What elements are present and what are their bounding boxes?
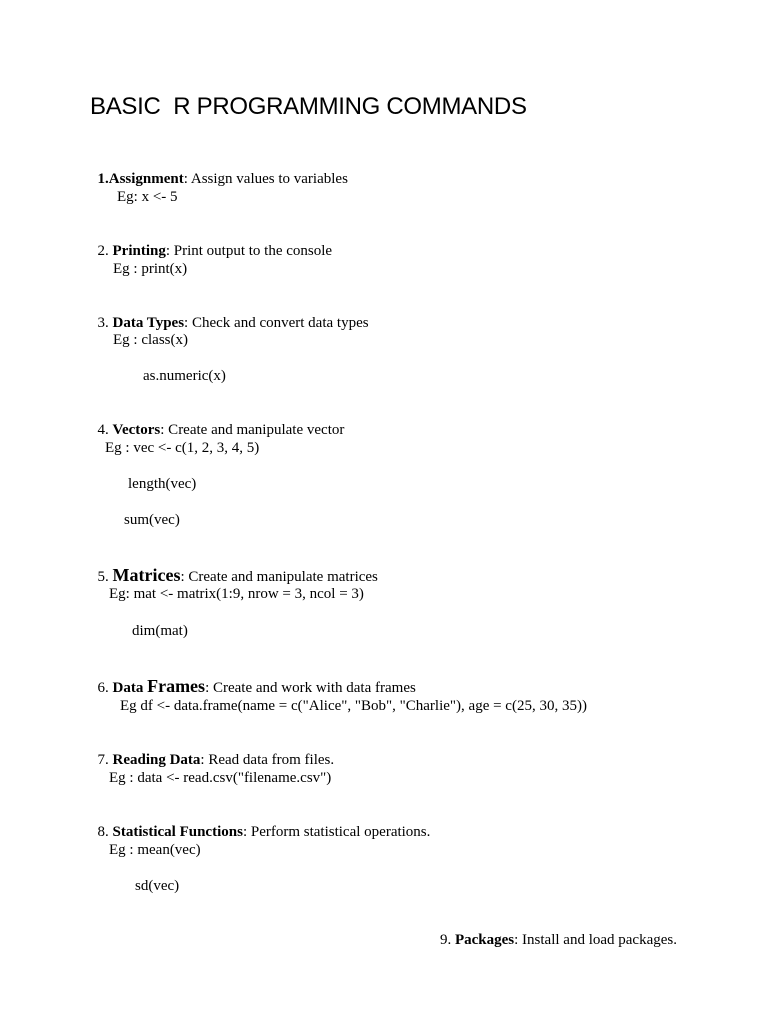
section-5-heading — [90, 548, 378, 586]
section-8-example-2: sd(vec) — [135, 878, 180, 894]
section-8-title: Statistical Functions — [112, 824, 243, 840]
section-4-example-3: sum(vec) — [124, 512, 180, 528]
section-6-example-1: Eg df <- data.frame(name = c("Alice", "Bob", "Charlie"), age = c(25, 30, 35)) — [120, 698, 587, 714]
section-6-title-b: Frames — [147, 676, 206, 696]
section-9-heading — [432, 913, 677, 949]
section-5-title: Matrices — [112, 565, 181, 585]
section-4-example-2: length(vec) — [128, 476, 197, 492]
section-4-number: 4. — [97, 422, 113, 438]
section-8-heading — [90, 805, 430, 841]
section-5-example-2: dim(mat) — [132, 623, 188, 639]
section-2-number: 2. — [97, 243, 113, 259]
section-1-number: 1. — [97, 171, 109, 187]
section-6-description: : Create and work with data frames — [205, 680, 416, 696]
section-6-heading — [90, 659, 416, 697]
section-1-heading — [90, 152, 348, 188]
section-5-description: : Create and manipulate matrices — [180, 569, 378, 585]
section-3-title: Data Types — [112, 315, 185, 331]
section-2-heading — [90, 224, 332, 260]
section-2-title: Printing — [112, 243, 166, 259]
section-2-description: : Print output to the console — [165, 243, 333, 259]
section-3-description: : Check and convert data types — [184, 315, 369, 331]
section-8-description: : Perform statistical operations. — [242, 824, 431, 840]
section-7-example-1: Eg : data <- read.csv("filename.csv") — [109, 770, 332, 786]
section-3-example-2: as.numeric(x) — [143, 368, 226, 384]
section-8-number: 8. — [97, 824, 113, 840]
section-9-description: : Install and load packages. — [514, 932, 677, 948]
section-2-example-1: Eg : print(x) — [113, 261, 188, 277]
section-1-description: : Assign values to variables — [183, 171, 348, 187]
page-title: BASIC R PROGRAMMING COMMANDS — [90, 93, 527, 120]
section-4-description: : Create and manipulate vector — [160, 422, 345, 438]
section-9-number: 9. — [439, 932, 455, 948]
section-4-heading — [90, 403, 344, 439]
section-6-number: 6. — [97, 680, 113, 696]
section-7-title: Reading Data — [112, 752, 201, 768]
section-3-number: 3. — [97, 315, 113, 331]
section-1-example-1: Eg: x <- 5 — [117, 189, 178, 205]
section-4-example-1: Eg : vec <- c(1, 2, 3, 4, 5) — [105, 440, 260, 456]
section-4-title: Vectors — [112, 422, 161, 438]
section-8-example-1: Eg : mean(vec) — [109, 842, 201, 858]
section-5-example-1: Eg: mat <- matrix(1:9, nrow = 3, ncol = 3) — [109, 586, 364, 602]
section-3-example-1: Eg : class(x) — [113, 332, 188, 348]
section-1-title: Assignment — [108, 171, 184, 187]
section-7-heading — [90, 733, 334, 769]
section-7-description: : Read data from files. — [200, 752, 335, 768]
section-3-heading — [90, 296, 369, 332]
section-7-number: 7. — [97, 752, 113, 768]
section-6-title-a: Data — [112, 680, 148, 696]
section-5-number: 5. — [97, 569, 113, 585]
section-9-title: Packages — [454, 932, 515, 948]
